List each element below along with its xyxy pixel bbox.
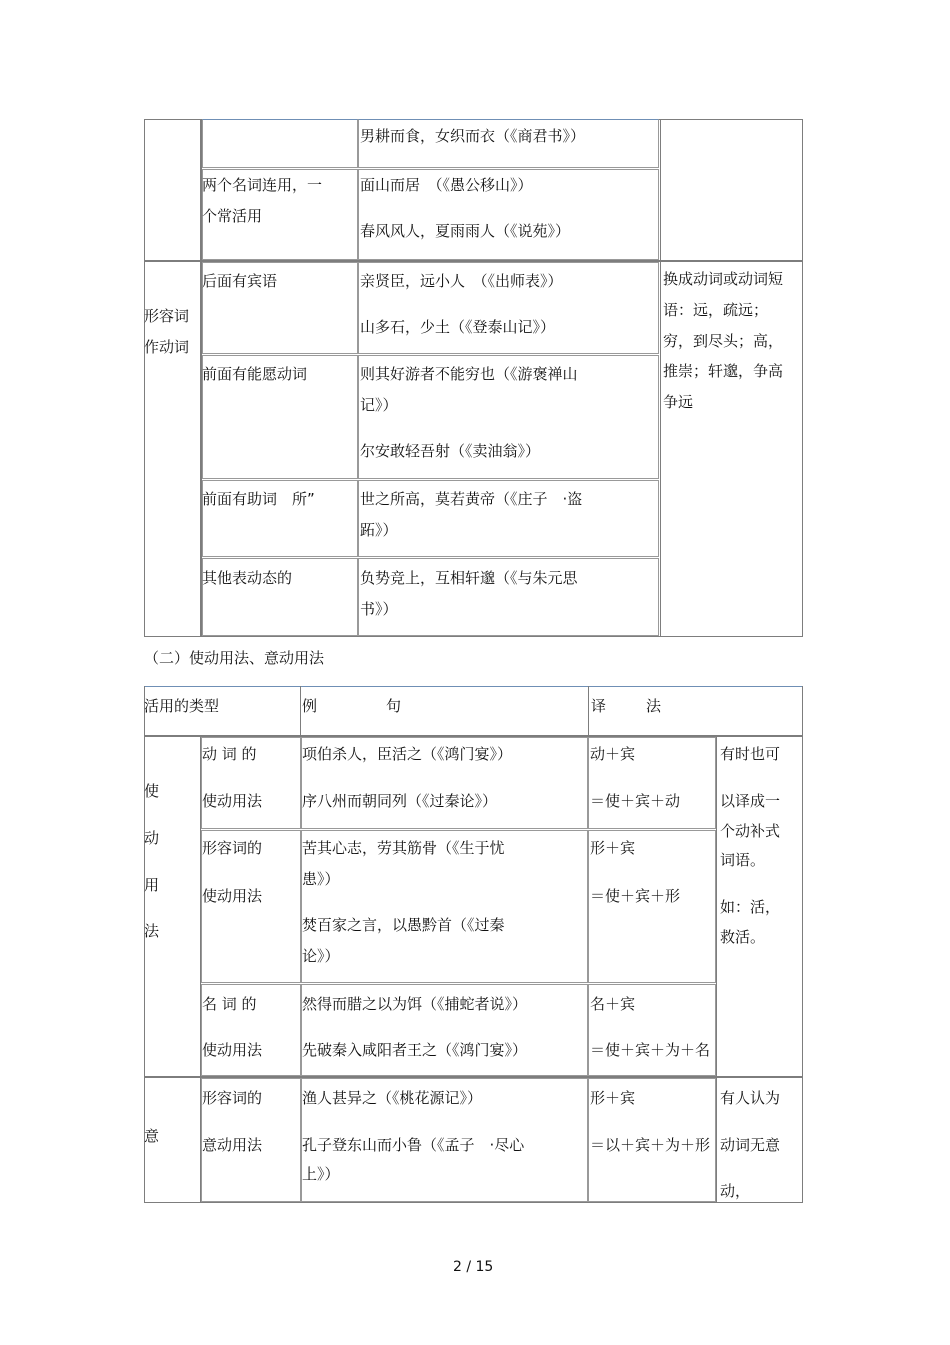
- note-text: 推崇；轩邈，争高: [663, 362, 784, 380]
- note-text: 语：远，疏远；: [663, 301, 769, 319]
- rule-label: 使动用法: [202, 887, 263, 905]
- example-text: 面山而居 （《愚公移山》）: [360, 176, 533, 194]
- example-text: 记》）: [360, 396, 398, 414]
- example-text: 渔人甚异之（《桃花源记》）: [302, 1089, 483, 1107]
- rule-label: 名 词 的: [202, 995, 257, 1013]
- example-text: 春风风人，夏雨雨人（《说苑》）: [360, 222, 571, 240]
- note-text: 动词无意: [720, 1136, 781, 1154]
- example-text: 男耕而食，女织而衣（《商君书》）: [360, 127, 586, 145]
- example-text: 焚百家之言，以愚黔首（《过秦: [302, 916, 505, 934]
- translation-text: 形＋宾: [590, 839, 636, 857]
- note-text: 有时也可: [720, 745, 781, 763]
- category-label: 意: [144, 1127, 160, 1145]
- category-label: 作动词: [144, 338, 190, 356]
- example-text: 跖》）: [360, 521, 398, 539]
- note-text: 穷，到尽头；高，: [663, 332, 784, 350]
- category-label: 法: [144, 922, 160, 940]
- example-text: 书》）: [360, 600, 398, 618]
- section-title: （二）使动用法、意动用法: [144, 649, 325, 667]
- category-label: 用: [144, 876, 160, 894]
- example-text: 先破秦入咸阳者王之（《鸿门宴》）: [302, 1041, 528, 1059]
- example-text: 患》）: [302, 870, 340, 888]
- translation-text: ＝以＋宾＋为＋形: [590, 1136, 711, 1154]
- translation-text: 形＋宾: [590, 1089, 636, 1107]
- translation-text: 名＋宾: [590, 995, 636, 1013]
- note-text: 如：活，: [720, 898, 781, 916]
- rule-label: 使动用法: [202, 1041, 263, 1059]
- category-label: 动: [144, 829, 160, 847]
- header-translation: 法: [646, 697, 662, 715]
- translation-text: 动＋宾: [590, 745, 636, 763]
- rule-label: 使动用法: [202, 792, 263, 810]
- page-number: 2 / 15: [453, 1259, 494, 1275]
- note-text: 换成动词或动词短: [663, 270, 784, 288]
- rule-label: 形容词的: [202, 839, 263, 857]
- example-text: 序八州而朝同列（《过秦论》）: [302, 792, 498, 810]
- example-text: 山多石，少土（《登泰山记》）: [360, 318, 556, 336]
- example-text: 上》）: [302, 1165, 340, 1183]
- rule-label: 个常活用: [202, 207, 263, 225]
- example-text: 尔安敢轻吾射（《卖油翁》）: [360, 442, 541, 460]
- rule-label: 形容词的: [202, 1089, 263, 1107]
- rule-label: 动 词 的: [202, 745, 257, 763]
- note-text: 以译成一: [720, 792, 781, 810]
- example-text: 然得而腊之以为饵（《捕蛇者说》）: [302, 995, 528, 1013]
- note-text: 词语。: [720, 851, 766, 869]
- rule-label: 前面有助词 所”: [202, 490, 315, 508]
- header-example: 句: [386, 697, 402, 715]
- header-example: 例: [302, 697, 318, 715]
- header-type: 活用的类型: [144, 697, 220, 715]
- note-text: 争远: [663, 393, 694, 411]
- translation-text: ＝使＋宾＋为＋名: [590, 1041, 711, 1059]
- example-text: 负势竞上，互相轩邈（《与朱元思: [360, 569, 578, 587]
- translation-text: ＝使＋宾＋形: [590, 887, 681, 905]
- rule-label: 前面有能愿动词: [202, 365, 308, 383]
- translation-text: ＝使＋宾＋动: [590, 792, 681, 810]
- rule-label: 后面有宾语: [202, 272, 278, 290]
- note-text: 有人认为: [720, 1089, 781, 1107]
- category-label: 形容词: [144, 307, 190, 325]
- example-text: 世之所高，莫若黄帝（《庄子 ·盗: [360, 490, 583, 508]
- rule-label: 两个名词连用，一: [202, 176, 323, 194]
- example-text: 孔子登东山而小鲁（《孟子 ·尽心: [302, 1136, 525, 1154]
- example-text: 论》）: [302, 947, 340, 965]
- example-text: 项伯杀人，臣活之（《鸿门宴》）: [302, 745, 513, 763]
- example-text: 则其好游者不能穷也（《游褒禅山: [360, 365, 578, 383]
- note-text: 救活。: [720, 928, 766, 946]
- example-text: 亲贤臣，远小人 （《出师表》）: [360, 272, 563, 290]
- rule-label: 意动用法: [202, 1136, 263, 1154]
- header-translation: 译: [591, 697, 607, 715]
- category-label: 使: [144, 782, 160, 800]
- example-text: 苦其心志，劳其筋骨（《生于忧: [302, 839, 505, 857]
- note-text: 个动补式: [720, 822, 781, 840]
- rule-label: 其他表动态的: [202, 569, 293, 587]
- note-text: 动，: [720, 1182, 751, 1200]
